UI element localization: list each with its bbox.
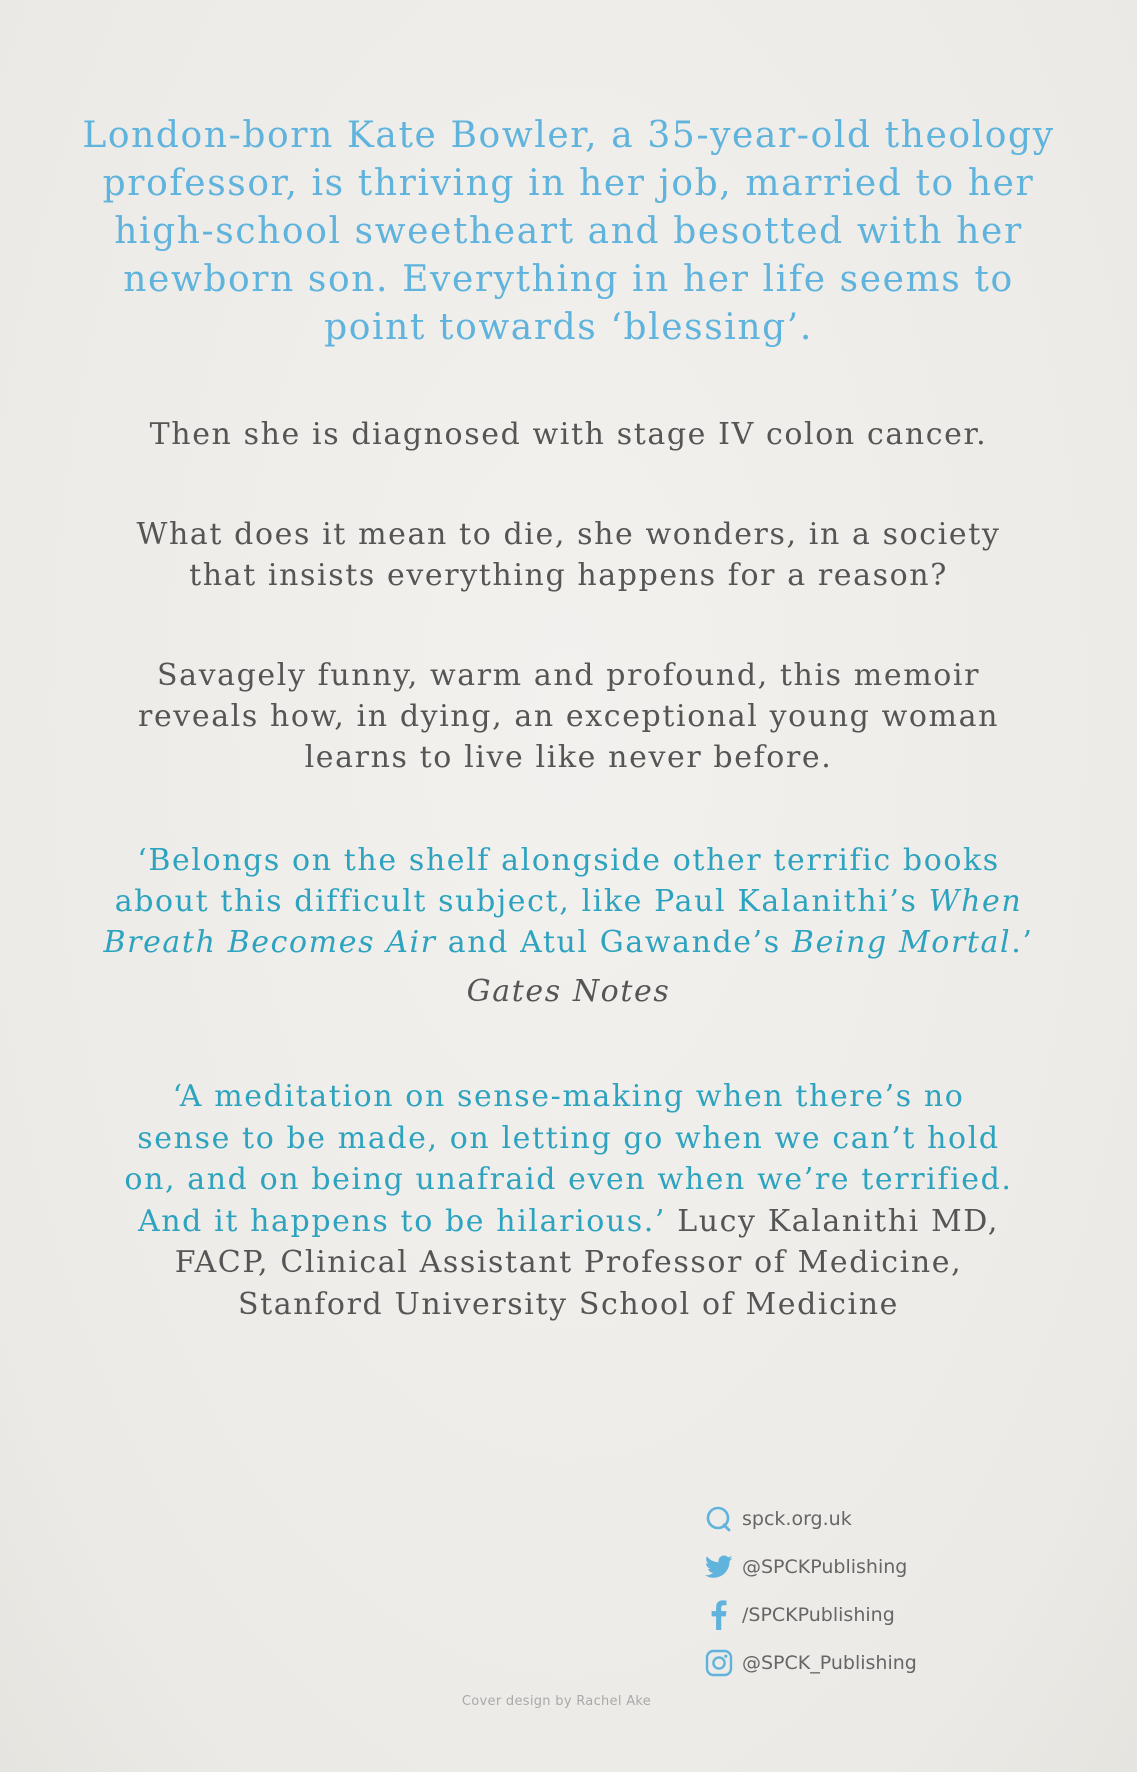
twitter-label: @SPCKPublishing — [742, 1556, 908, 1578]
blurb — [60, 112, 1077, 352]
paragraph-line: Savagely funny, warm and profound, this memoir — [156, 658, 981, 693]
paragraph-line: learns to live like never before. — [304, 740, 833, 775]
facebook-label: /SPCKPublishing — [742, 1604, 895, 1626]
quote-line: sense to be made, on letting go when we can’t hold — [137, 1120, 1000, 1156]
quote-attribution: Gates Notes — [466, 974, 671, 1009]
social-links — [704, 1495, 917, 1687]
instagram-label: @SPCK_Publishing — [742, 1652, 917, 1674]
quote-text: and Atul Gawande’s — [436, 925, 792, 960]
instagram-link[interactable] — [704, 1639, 917, 1687]
instagram-icon — [704, 1648, 734, 1678]
blurb-line: professor, is thriving in her job, married to her — [102, 163, 1035, 204]
cover-design-credit: Cover design by Rachel Ake — [461, 1694, 652, 1709]
blurb-line: newborn son. Everything in her life seems to — [123, 259, 1014, 300]
paragraph-line: reveals how, in dying, an exceptional young woman — [138, 699, 999, 734]
quote-line: on, and on being unafraid even when we’re terrified. — [124, 1162, 1013, 1197]
blurb-line: high-school sweetheart and besotted with her — [114, 211, 1023, 252]
paragraph-summary — [60, 655, 1077, 778]
quote-text: .’ — [1011, 925, 1034, 960]
quote-text: about this difficult subject, like Paul Kalanithi’s — [114, 884, 929, 919]
quote-line — [60, 881, 1077, 922]
quote-line — [60, 922, 1077, 963]
paragraph-line: that insists everything happens for a reason? — [189, 558, 948, 593]
quote-line: ‘Belongs on the shelf alongside other terrific books — [137, 843, 1000, 878]
book-title: When — [928, 884, 1023, 919]
paragraph-question — [60, 514, 1077, 596]
paragraph-line: Then she is diagnosed with stage IV colon cancer. — [149, 417, 988, 452]
blurb-line: London-born Kate Bowler, a 35-year-old theology — [82, 115, 1055, 156]
paragraph-line: What does it mean to die, she wonders, in a society — [136, 517, 1001, 552]
book-title: Being Mortal — [791, 925, 1012, 960]
quote-text: And it happens to be hilarious.’ — [138, 1203, 667, 1239]
paragraph-diagnosis — [60, 414, 1077, 455]
book-title: Breath Becomes Air — [103, 925, 437, 960]
quote-gates-notes — [60, 840, 1077, 1012]
quote-line — [60, 1201, 1077, 1243]
facebook-link[interactable] — [704, 1591, 917, 1639]
twitter-icon — [704, 1552, 734, 1582]
twitter-link[interactable] — [704, 1543, 917, 1591]
blurb-line: point towards ‘blessing’. — [324, 307, 813, 348]
facebook-icon — [704, 1600, 734, 1630]
quote-attribution: Stanford University School of Medicine — [237, 1286, 899, 1322]
quote-lucy-kalanithi — [60, 1076, 1077, 1325]
quote-attribution: FACP, Clinical Assistant Professor of Medicine, — [174, 1245, 963, 1280]
quote-attribution: Lucy Kalanithi MD, — [666, 1203, 999, 1239]
quote-line: ‘A meditation on sense-making when there’s no — [172, 1079, 965, 1114]
search-icon — [704, 1504, 734, 1534]
website-link[interactable] — [704, 1495, 917, 1543]
website-label: spck.org.uk — [742, 1508, 852, 1530]
